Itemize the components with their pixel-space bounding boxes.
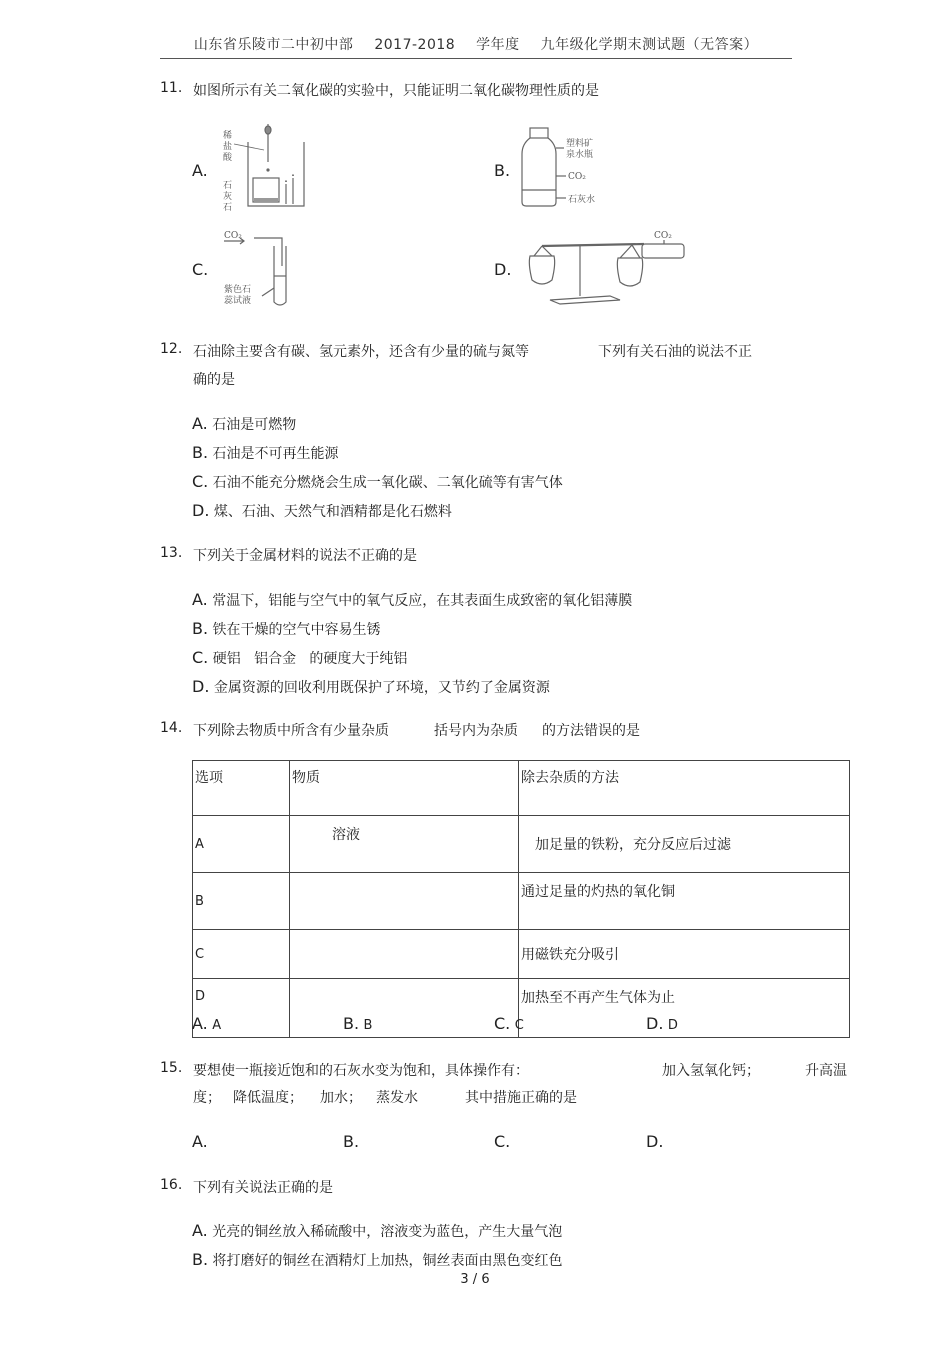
- q14-answer-a: [192, 1014, 221, 1033]
- q14-answer-d-label: D.: [646, 1014, 664, 1033]
- q15-line2-4: 蒸发水: [376, 1090, 418, 1106]
- table-row: [193, 930, 850, 979]
- q13-option-b-label: B.: [192, 619, 209, 638]
- table-cell-method: 加热至不再产生气体为止: [519, 979, 850, 1038]
- q11-number: 11.: [160, 80, 183, 96]
- q11-figure-b: [516, 126, 616, 212]
- table-cell-substance: [290, 873, 519, 930]
- q11-figA-stone-1: 石: [223, 181, 233, 191]
- q12-option-b-label: B.: [192, 443, 209, 462]
- q11-figC-gas: CO₂: [224, 231, 242, 241]
- q14-number: 14.: [160, 720, 183, 736]
- q12-option-c: [192, 472, 563, 492]
- q12-option-a: [192, 414, 296, 434]
- q11-option-a: A.: [192, 161, 208, 180]
- q11-figA-acid-3: 酸: [223, 153, 233, 163]
- table-header-row: [193, 761, 850, 816]
- q15-text-part2: 加入氢氧化钙；: [662, 1063, 760, 1079]
- header-year: 2017-2018: [374, 37, 456, 53]
- table-cell-option: C: [193, 930, 290, 979]
- q12-option-c-label: C.: [192, 472, 209, 491]
- header-school: 山东省乐陵市二中初中部: [193, 37, 354, 53]
- table-cell-option: A: [193, 816, 290, 873]
- q13-option-d-text: 金属资源的回收利用既保护了环境，又节约了金属资源: [213, 680, 550, 696]
- q12-option-b: [192, 443, 339, 463]
- q11-figB-gas: CO₂: [568, 172, 586, 182]
- q11-option-c: C.: [192, 260, 209, 279]
- q14-answer-d: [646, 1014, 678, 1033]
- q14-text-part2: 括号内为杂质: [434, 723, 518, 739]
- q11-figA-stone-3: 石: [223, 203, 233, 213]
- q14-answer-a-label: A.: [192, 1014, 208, 1033]
- header-title: 九年级化学期末测试题（无答案）: [540, 37, 759, 53]
- q11-figB-water: 石灰水: [568, 195, 596, 205]
- q13-option-a-label: A.: [192, 590, 208, 609]
- table-cell-method: 用磁铁充分吸引: [519, 930, 850, 979]
- q16-number: 16.: [160, 1177, 183, 1193]
- q14-answer-c-value: C: [514, 1018, 524, 1033]
- q14-answer-b-value: B: [363, 1018, 373, 1033]
- q12-number: 12.: [160, 341, 183, 357]
- q13-number: 13.: [160, 545, 183, 561]
- q13-option-c-text: 硬铝 铝合金 的硬度大于纯铝: [212, 651, 408, 667]
- q11-figA-acid-1: 稀: [223, 131, 233, 141]
- q13-text: 下列关于金属材料的说法不正确的是: [193, 548, 417, 564]
- q12-option-a-label: A.: [192, 414, 208, 433]
- table-header-option: 选项: [193, 761, 290, 816]
- q16-option-b-text: 将打磨好的铜丝在酒精灯上加热，铜丝表面由黑色变红色: [212, 1253, 563, 1269]
- table-cell-substance: [290, 979, 519, 1038]
- q11-figure-d: [520, 226, 690, 312]
- table-row: [193, 873, 850, 930]
- page-number: 3 / 6: [460, 1272, 490, 1287]
- q15-option-d: D.: [646, 1132, 664, 1151]
- table-cell-substance: 溶液: [290, 816, 519, 873]
- q13-option-a-text: 常温下，铝能与空气中的氧气反应，在其表面生成致密的氧化铝薄膜: [212, 593, 633, 609]
- table-cell-option: D: [193, 979, 290, 1038]
- q13-option-d: [192, 677, 550, 697]
- q15-text-part1: 要想使一瓶接近饱和的石灰水变为饱和，具体操作有：: [193, 1063, 529, 1079]
- q11-figA-acid-2: 盐: [223, 142, 233, 152]
- q16-option-b: [192, 1250, 563, 1270]
- q12-option-b-text: 石油是不可再生能源: [212, 446, 339, 462]
- q14-answer-c-label: C.: [494, 1014, 511, 1033]
- q14-table: [192, 760, 850, 1038]
- header-rule: [160, 58, 792, 59]
- q12-text-part2: 下列有关石油的说法不正: [598, 344, 752, 360]
- q11-text: 如图所示有关二氧化碳的实验中，只能证明二氧化碳物理性质的是: [193, 83, 599, 99]
- table-cell-option: B: [193, 873, 290, 930]
- q15-number: 15.: [160, 1060, 183, 1076]
- q15-line2-5: 其中措施正确的是: [465, 1090, 577, 1106]
- q16-option-a-text: 光亮的铜丝放入稀硫酸中，溶液变为蓝色，产生大量气泡: [212, 1224, 563, 1240]
- table-cell-method: 通过足量的灼热的氧化铜: [519, 873, 850, 930]
- table-header-method: 除去杂质的方法: [519, 761, 850, 816]
- q16-option-a-label: A.: [192, 1221, 208, 1240]
- q15-option-c: C.: [494, 1132, 511, 1151]
- q16-text: 下列有关说法正确的是: [193, 1180, 333, 1196]
- q11-figure-c: [222, 226, 302, 308]
- header-term: 学年度: [476, 37, 520, 53]
- table-row: [193, 816, 850, 873]
- q15-line2-2: 降低温度；: [233, 1090, 303, 1106]
- q13-option-b: [192, 619, 381, 639]
- q11-figB-bottle-1: 塑料矿: [566, 139, 594, 149]
- q14-answer-c: [494, 1014, 524, 1033]
- table-cell-substance: [290, 930, 519, 979]
- q11-option-b: B.: [494, 161, 511, 180]
- q12-option-c-text: 石油不能充分燃烧会生成一氧化碳、二氧化硫等有害气体: [212, 475, 563, 491]
- q11-figB-bottle-2: 泉水瓶: [566, 150, 594, 160]
- q15-line2-3: 加水；: [320, 1090, 362, 1106]
- q13-option-c: [192, 648, 407, 668]
- q12-text-part1: 石油除主要含有碳、氢元素外，还含有少量的硫与氮等: [193, 344, 529, 360]
- q12-option-a-text: 石油是可燃物: [212, 417, 297, 433]
- q15-line2-1: 度；: [193, 1090, 221, 1106]
- q14-text-part3: 的方法错误的是: [542, 723, 640, 739]
- page-header: [160, 34, 792, 54]
- q14-text-part1: 下列除去物质中所含有少量杂质: [193, 723, 389, 739]
- q13-option-a: [192, 590, 632, 610]
- q15-text-part3: 升高温: [805, 1063, 847, 1079]
- q16-option-b-label: B.: [192, 1250, 209, 1269]
- q15-option-a: A.: [192, 1132, 208, 1151]
- q16-option-a: [192, 1221, 562, 1241]
- q11-figC-solution-2: 蕊试液: [224, 296, 252, 306]
- q14-answer-d-value: D: [667, 1018, 678, 1033]
- q12-option-d: [192, 501, 452, 521]
- q11-option-d: D.: [494, 260, 512, 279]
- q12-option-d-label: D.: [192, 501, 210, 520]
- q13-option-b-text: 铁在干燥的空气中容易生锈: [212, 622, 381, 638]
- q11-figure-a: [220, 122, 310, 214]
- q14-answer-b: [343, 1014, 372, 1033]
- q14-answer-b-label: B.: [343, 1014, 360, 1033]
- q14-answer-a-value: A: [212, 1018, 222, 1033]
- table-cell-method: 加足量的铁粉，充分反应后过滤: [519, 816, 850, 873]
- q12-text-part3: 确的是: [193, 372, 235, 388]
- q11-figD-gas: CO₂: [654, 231, 672, 241]
- q12-option-d-text: 煤、石油、天然气和酒精都是化石燃料: [213, 504, 452, 520]
- q11-figA-stone-2: 灰: [223, 192, 233, 202]
- q11-figC-solution-1: 紫色石: [224, 285, 252, 295]
- q13-option-c-label: C.: [192, 648, 209, 667]
- q13-option-d-label: D.: [192, 677, 210, 696]
- table-header-substance: 物质: [290, 761, 519, 816]
- q15-option-b: B.: [343, 1132, 360, 1151]
